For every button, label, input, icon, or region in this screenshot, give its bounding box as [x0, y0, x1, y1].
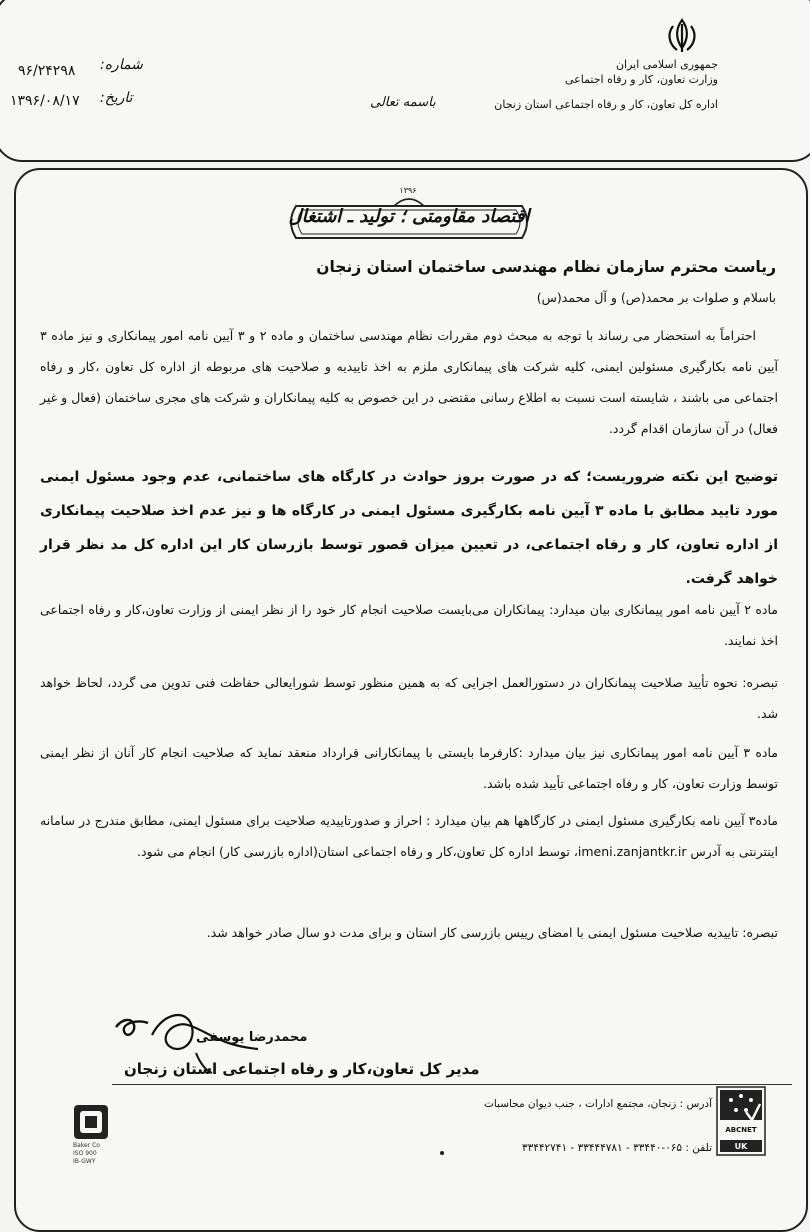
recipient: ریاست محترم سازمان نظام مهندسی ساختمان استان زنجان [316, 258, 776, 276]
iso-caption: Baker Co ISO 900 IB-GWY [73, 1142, 100, 1165]
letter-date-label: تاریخ: [100, 90, 133, 106]
phone-bullet [440, 1151, 444, 1155]
paragraph-article-3: ماده ۳ آیین نامه امور پیمانکاری نیز بیان میدارد :کارفرما بایستی با پیمانکارانی قرارداد منعقد نماید که صلاحیت انجام کار آنان از نظر ایمنی توسط وزارت تعاون، کار و رفاه اجتماعی تأیید شده باشد. [40, 745, 778, 791]
footer-divider [112, 1084, 792, 1085]
paragraph-note-2: تبصره: تاییدیه صلاحیت مسئول ایمنی با امضای رییس بازرسی کار استان و برای مدت دو سال صادر خواهد شد. [206, 925, 778, 940]
footer-address: آدرس : زنجان، مجتمع ادارات ، جنب دیوان محاسبات [483, 1098, 712, 1110]
slogan-text: اقتصاد مقاومتی ؛ تولید ـ اشتغال [288, 206, 530, 227]
slogan-year: ۱۳۹۶ [399, 186, 417, 195]
paragraph-emphasis: توضیح این نکته ضروریست؛ که در صورت بروز حوادث در کارگاه های ساختمانی، عدم وجود مسئول ایمنی مورد تایید مطابق با ماده ۳ آیین نامه بکارگیری مسئول ایمنی در کارگاه ها و نیز عدم اخذ صلاحیت پیمانکاری از اداره تعاون، کار و رفاه اجتماعی، در تعیین میزان قصور توسط بازرسان کار این اداره کل مد نظر قرار خواهد گرفت. [40, 469, 778, 587]
paragraph-article-2: ماده ۲ آیین نامه امور پیمانکاری بیان میدارد: پیمانکاران می‌بایست صلاحیت انجام کار خود را از نظر ایمنی از وزارت تعاون،کار و رفاه اجتماعی اخذ نمایند. [40, 602, 779, 648]
footer-phone: تلفن : ۰۶۵-۳۳۴۴۰ - ۳۳۴۴۴۷۸۱ - ۳۳۴۴۲۷۴۱ [521, 1142, 712, 1154]
abcnet-certification-icon [716, 1086, 766, 1156]
salutation: باسلام و صلوات بر محمد(ص) و آل محمد(س) [536, 290, 776, 305]
cert-label: ABCNET [725, 1126, 757, 1134]
cert-country: UK [734, 1142, 748, 1151]
office-name: اداره کل تعاون، کار و رفاه اجتماعی استان زنجان [494, 98, 718, 111]
country-name: جمهوری اسلامی ایران [615, 58, 718, 71]
letter-number: ۹۶/۲۴۲۹۸ [18, 63, 76, 79]
basmala: باسمه تعالی [370, 95, 436, 110]
paragraph-intro: احتراماً به استحضار می رساند با توجه به مبحث دوم مقررات نظام مهندسی ساختمان و ماده ۲ و ۳ آیین نامه امور پیمانکاری و نیز ماده ۳ آیین نامه بکارگیری مسئولین ایمنی، کلیه شرکت های پیمانکاری ملزم به اخذ تاییدیه و صلاحیت های مربوطه از اداره کل تعاون ،کار و رفاه اجتماعی می باشند ، شایسته است نسبت به اطلاع رسانی مقتضی در این خصوص به کلیه پیمانکاران و شرکت های مجری ساختمان (فعال و غیر فعال) در آن سازمان اقدام گردد. [40, 328, 778, 436]
signer-title: مدیر کل تعاون،کار و رفاه اجتماعی استان زنجان [124, 1060, 480, 1078]
iran-emblem-icon [662, 16, 702, 56]
signer-name: محمدرضا یوسفی [196, 1030, 308, 1045]
paragraph-note-1: تبصره: نحوه تأیید صلاحیت پیمانکاران در دستورالعمل اجرایی که به همین منظور توسط شورایعالی حفاظت فنی تدوین می گردد، لحاظ خواهد شد. [40, 675, 778, 721]
iso-certification-icon [73, 1104, 109, 1140]
letter-date: ۱۳۹۶/۰۸/۱۷ [10, 93, 80, 109]
ministry-name: وزارت تعاون، کار و رفاه اجتماعی [564, 73, 718, 86]
letter-number-label: شماره: [100, 57, 143, 73]
paragraph-safety-officer: ماده۳ آیین نامه بکارگیری مسئول ایمنی در کارگاهها هم بیان میدارد : احراز و صدورتاییدیه صلاحیت برای مسئول ایمنی، مطابق مندرج در سامانه اینترنتی به آدرس imeni.zanjantkr.ir، توسط اداره کل تعاون،کار و رفاه اجتماعی استان(اداره بازرسی کار) انجام می شود. [40, 813, 778, 859]
